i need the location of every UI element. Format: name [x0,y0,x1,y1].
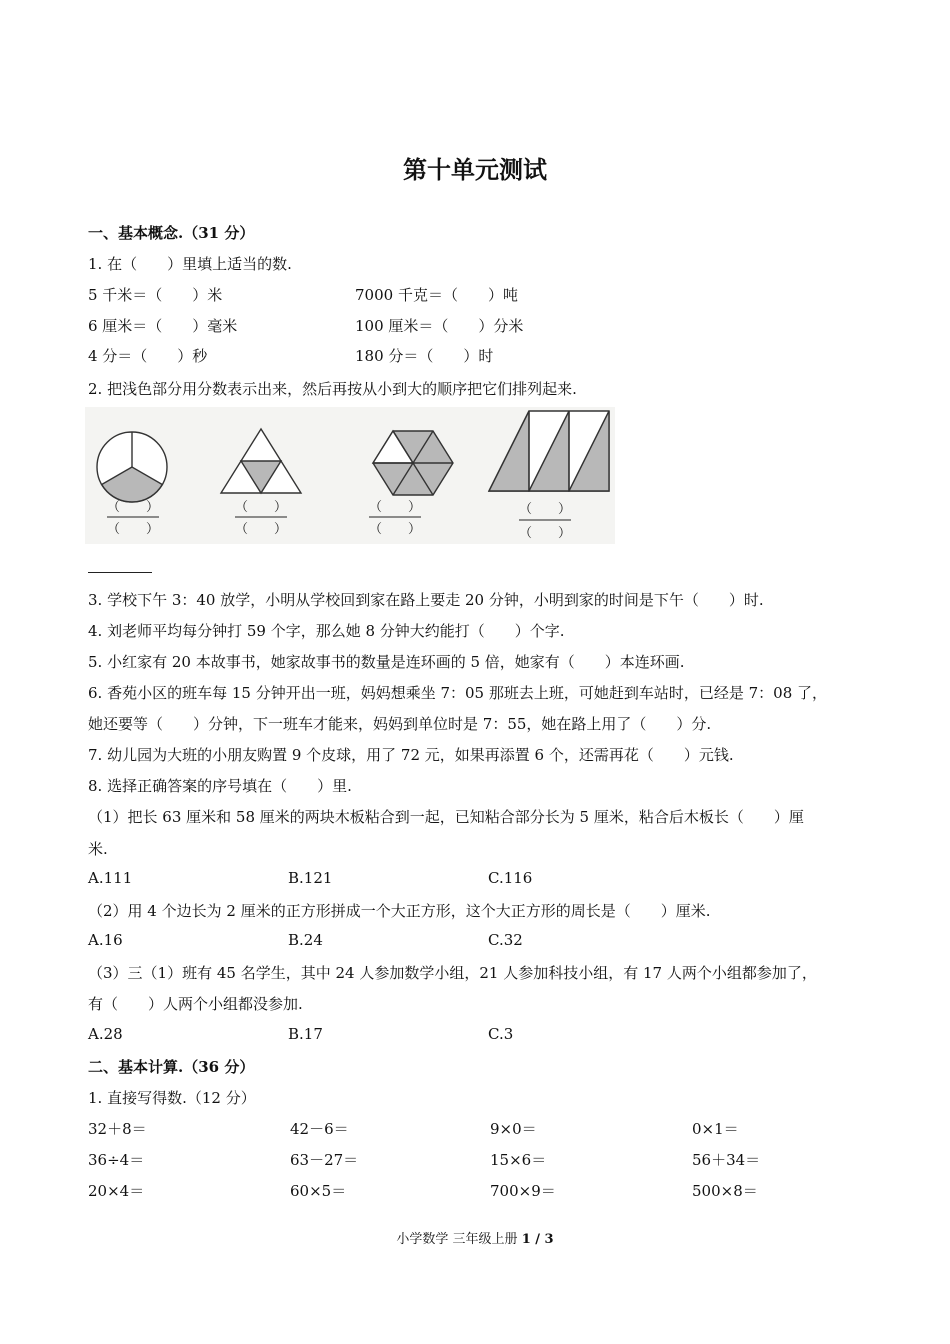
footer-text: 小学数学 三年级上册 [396,1232,522,1247]
q6-line1: 6. 香苑小区的班车每 15 分钟开出一班，妈妈想乘坐 7：05 那班去上班，可她赶到车站时，已经是 7：08 了， [88,684,828,702]
option-a: A.28 [88,1025,123,1043]
calc-item: 36÷4＝ [88,1151,145,1169]
section1-heading: 一、基本概念.（31 分） [88,224,255,242]
q4: 4. 刘老师平均每分钟打 59 个字，那么她 8 分钟大约能打（ ）个字. [88,622,565,640]
q1-item: 7000 千克＝（ ）吨 [355,286,518,304]
q8-stem: 8. 选择正确答案的序号填在（ ）里. [88,777,352,795]
calc-item: 32＋8＝ [88,1120,147,1138]
hexagon-figure [373,431,453,495]
q1-item: 4 分＝（ ）秒 [88,347,208,365]
calc-item: 56＋34＝ [692,1151,761,1169]
q8-sub1-line1: （1）把长 63 厘米和 58 厘米的两块木板粘合到一起，已知粘合部分长为 5 厘米，粘合后木板长（ ）厘 [88,808,804,826]
fraction-figures-svg [85,407,615,544]
option-b: B.24 [288,931,323,949]
calc-item: 42－6＝ [290,1120,349,1138]
calc-item: 700×9＝ [490,1182,556,1200]
q1-item: 180 分＝（ ）时 [355,347,494,365]
fraction-denominator: （ ） [519,526,572,541]
page-number: 1 / 3 [521,1232,554,1247]
page-title: 第十单元测试 [403,155,547,184]
option-a: A.16 [88,931,123,949]
q8-sub2-line1: （2）用 4 个边长为 2 厘米的正方形拼成一个大正方形，这个大正方形的周长是（ ）厘米. [88,902,711,920]
page-footer [0,1228,950,1247]
q1-item: 100 厘米＝（ ）分米 [355,317,524,335]
option-b: B.121 [288,869,333,887]
q6-line2: 她还要等（ ）分钟，下一班车才能来，妈妈到单位时是 7：55，她在路上用了（ ）分. [88,715,712,733]
option-c: C.32 [488,931,523,949]
q1-item: 6 厘米＝（ ）毫米 [88,317,238,335]
parallelogram-figure [489,411,609,491]
q5: 5. 小红家有 20 本故事书，她家故事书的数量是连环画的 5 倍，她家有（ ）本连环画. [88,653,685,671]
option-c: C.3 [488,1025,514,1043]
triangle-figure [221,429,301,493]
option-a: A.111 [88,869,133,887]
option-c: C.116 [488,869,533,887]
fraction-numerator: （ ） [519,502,572,517]
q7: 7. 幼儿园为大班的小朋友购置 9 个皮球，用了 72 元，如果再添置 6 个，还需再花（ ）元钱. [88,746,734,764]
calc-item: 0×1＝ [692,1120,739,1138]
circle-figure [97,432,167,502]
q8-sub3-line2: 有（ ）人两个小组都没参加. [88,995,303,1013]
q1-item: 5 千米＝（ ）米 [88,286,223,304]
q2-stem: 2. 把浅色部分用分数表示出来，然后再按从小到大的顺序把它们排列起来. [88,380,577,398]
fraction-figures [85,407,615,544]
fraction-numerator: （ ） [369,500,422,515]
calc-item: 500×8＝ [692,1182,758,1200]
fraction-denominator: （ ） [107,522,160,537]
option-b: B.17 [288,1025,323,1043]
calc-item: 15×6＝ [490,1151,547,1169]
calc-item: 63－27＝ [290,1151,359,1169]
calc-item: 60×5＝ [290,1182,347,1200]
fraction-denominator: （ ） [235,522,288,537]
calc-item: 9×0＝ [490,1120,537,1138]
fraction-numerator: （ ） [235,500,288,515]
section2-q1-stem: 1. 直接写得数.（12 分） [88,1089,256,1107]
fraction-denominator: （ ） [369,522,422,537]
fraction-numerator: （ ） [107,500,160,515]
answer-line [88,572,152,573]
calc-item: 20×4＝ [88,1182,145,1200]
q3: 3. 学校下午 3：40 放学，小明从学校回到家在路上要走 20 分钟，小明到家的时间是下午（ ）时. [88,591,764,609]
q8-sub1-line2: 米. [88,840,108,858]
q1-stem: 1. 在（ ）里填上适当的数. [88,255,292,273]
q8-sub3-line1: （3）三（1）班有 45 名学生，其中 24 人参加数学小组，21 人参加科技小组，有 17 人两个小组都参加了， [88,964,817,982]
section2-heading: 二、基本计算.（36 分） [88,1058,255,1076]
